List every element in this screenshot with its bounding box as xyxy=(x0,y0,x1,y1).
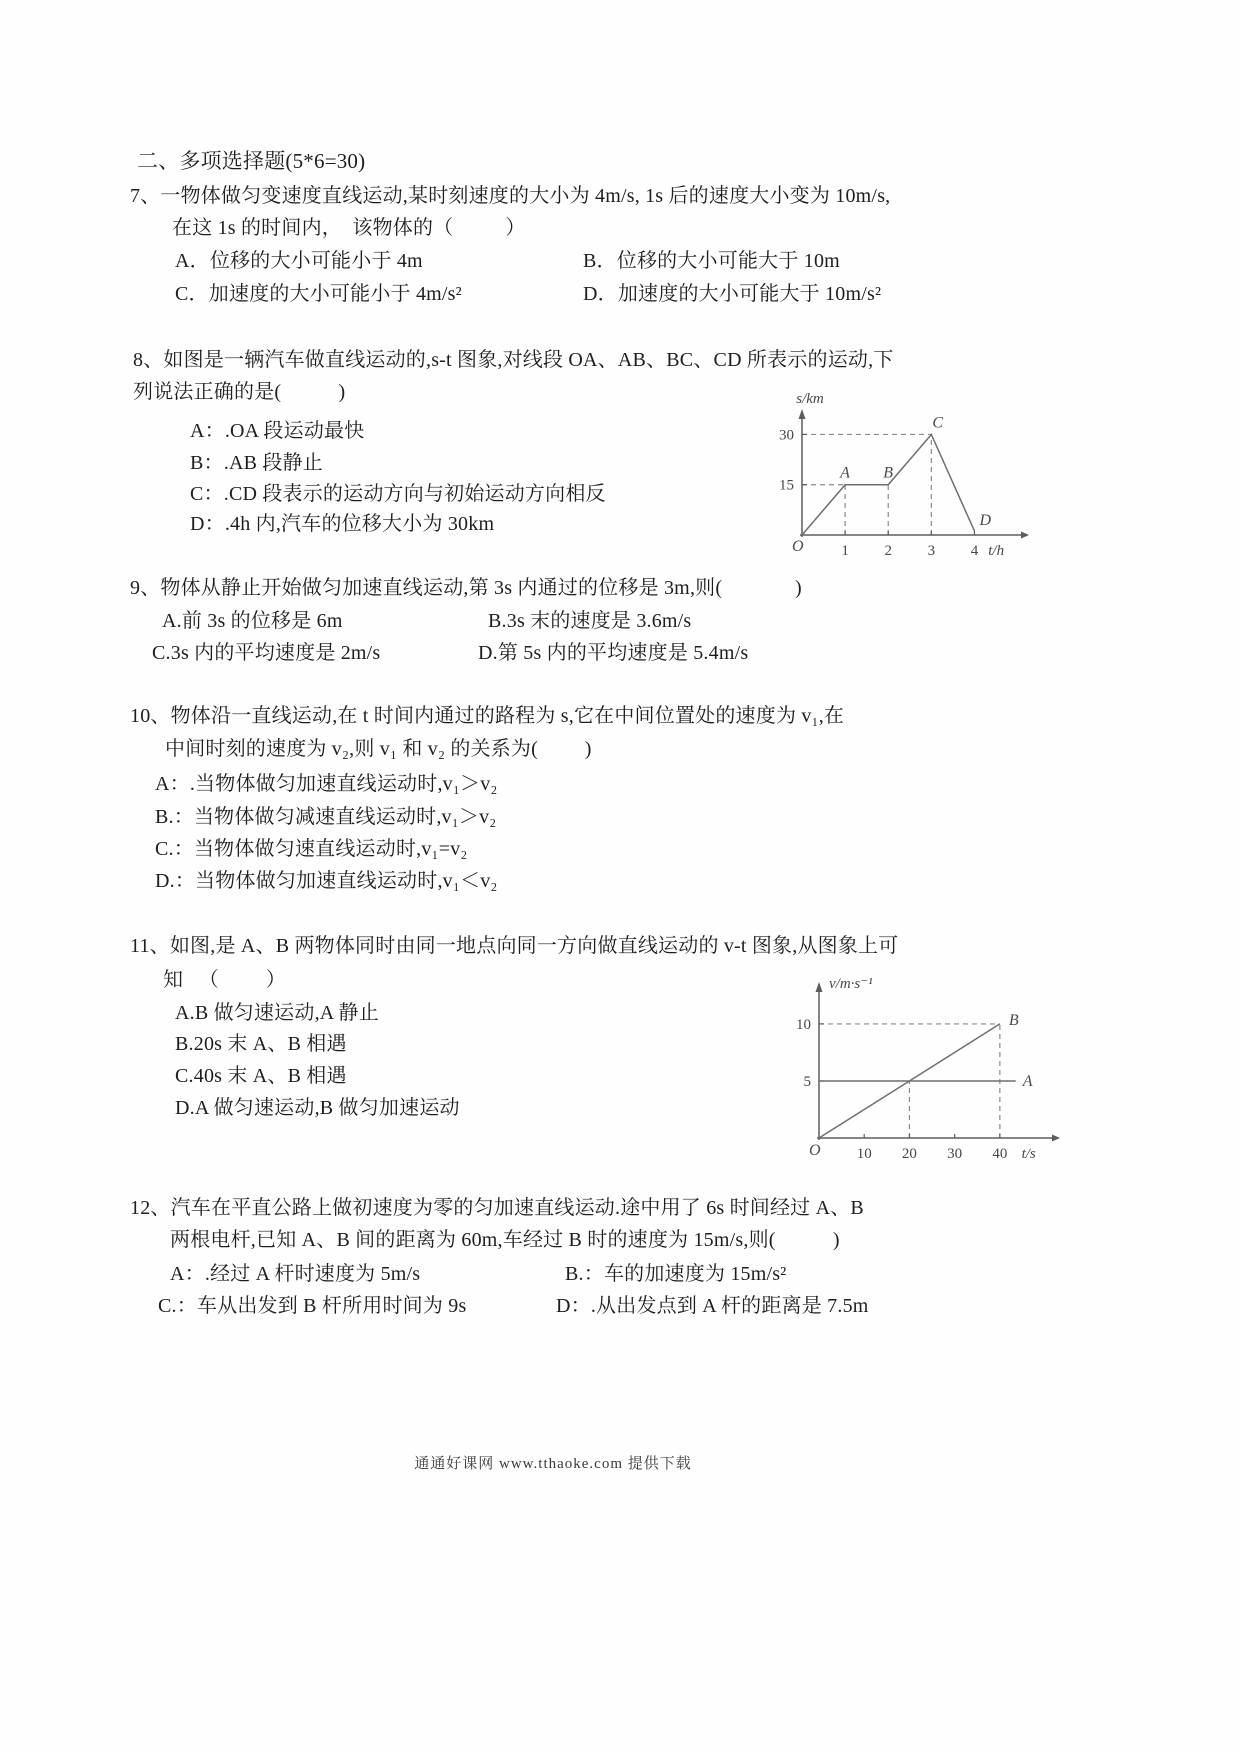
svg-text:10: 10 xyxy=(796,1016,811,1033)
question-8-option-c: C：.CD 段表示的运动方向与初始运动方向相反 xyxy=(190,483,606,505)
question-11-option-c: C.40s 末 A、B 相遇 xyxy=(175,1065,347,1087)
svg-text:A: A xyxy=(1022,1072,1033,1090)
question-8-stem-line-2: 列说法正确的是( ) xyxy=(133,381,346,403)
question-9-option-c: C.3s 内的平均速度是 2m/s xyxy=(152,642,381,664)
question-10-stem-line-2: 中间时刻的速度为 v₂,则 v₁ 和 v₂ 的关系为( ) xyxy=(165,738,592,760)
question-12-stem-line-1: 12、汽车在平直公路上做初速度为零的匀加速直线运动.途中用了 6s 时间经过 A、B xyxy=(130,1197,864,1219)
section-title: 二、多项选择题(5*6=30) xyxy=(137,149,366,173)
question-11-option-a: A.B 做匀速运动,A 静止 xyxy=(175,1002,379,1024)
question-7-option-c: C．加速度的大小可能小于 4m/s² xyxy=(175,283,462,305)
question-11-option-d: D.A 做匀速运动,B 做匀加速运动 xyxy=(175,1097,460,1119)
svg-text:30: 30 xyxy=(947,1146,963,1162)
question-10-option-a: A：.当物体做匀加速直线运动时,v₁＞v₂ xyxy=(155,773,498,795)
svg-text:s/km: s/km xyxy=(796,391,824,407)
question-8-option-a: A：.OA 段运动最快 xyxy=(190,420,365,442)
svg-text:t/s: t/s xyxy=(1021,1146,1036,1162)
question-12-option-d: D：.从出发点到 A 杆的距离是 7.5m xyxy=(556,1295,869,1317)
question-7-option-a: A．位移的大小可能小于 4m xyxy=(175,250,423,272)
svg-text:v/m·s⁻¹: v/m·s⁻¹ xyxy=(829,976,873,992)
question-7-stem-line-1: 7、一物体做匀变速度直线运动,某时刻速度的大小为 4m/s, 1s 后的速度大小变为 10m/s, xyxy=(130,185,891,207)
svg-text:20: 20 xyxy=(901,1146,917,1162)
question-9-option-b: B.3s 末的速度是 3.6m/s xyxy=(488,610,692,632)
question-12-option-a: A：.经过 A 杆时速度为 5m/s xyxy=(170,1263,421,1285)
svg-text:15: 15 xyxy=(779,477,794,494)
svg-text:10: 10 xyxy=(856,1146,872,1162)
svg-text:B: B xyxy=(1008,1011,1019,1029)
question-11-stem-line-2: 知 （ ） xyxy=(163,969,286,991)
question-8-stem-line-1: 8、如图是一辆汽车做直线运动的,s-t 图象,对线段 OA、AB、BC、CD 所表示的运动,下 xyxy=(133,349,894,371)
svg-text:O: O xyxy=(792,538,804,555)
question-8-option-d: D：.4h 内,汽车的位移大小为 30km xyxy=(190,513,495,535)
question-9-option-d: D.第 5s 内的平均速度是 5.4m/s xyxy=(478,642,749,664)
svg-text:D: D xyxy=(979,511,992,529)
svg-text:30: 30 xyxy=(779,427,794,444)
svg-text:C: C xyxy=(932,414,944,432)
svg-text:t/h: t/h xyxy=(988,543,1005,559)
question-11-stem-line-1: 11、如图,是 A、B 两物体同时由同一地点向同一方向做直线运动的 v-t 图象,从图象上可 xyxy=(130,935,899,957)
question-8-option-b: B：.AB 段静止 xyxy=(190,452,323,474)
question-11-option-b: B.20s 末 A、B 相遇 xyxy=(175,1033,347,1055)
q11-velocity-time-graph xyxy=(775,958,1075,1178)
svg-text:A: A xyxy=(840,464,850,482)
question-7-option-b: B．位移的大小可能大于 10m xyxy=(583,250,840,272)
question-7-option-d: D．加速度的大小可能大于 10m/s² xyxy=(583,283,882,305)
question-9-stem: 9、物体从静止开始做匀加速直线运动,第 3s 内通过的位移是 3m,则( ) xyxy=(130,577,802,599)
svg-text:O: O xyxy=(809,1142,821,1159)
question-12-stem-line-2: 两根电杆,已知 A、B 间的距离为 60m,车经过 B 时的速度为 15m/s,则( ) xyxy=(170,1229,840,1251)
question-12-option-c: C.：车从出发到 B 杆所用时间为 9s xyxy=(158,1295,467,1317)
svg-text:1: 1 xyxy=(841,543,849,559)
svg-text:2: 2 xyxy=(884,543,892,559)
q8-position-time-graph xyxy=(758,385,1036,563)
question-12-option-b: B.：车的加速度为 15m/s² xyxy=(565,1263,787,1285)
svg-text:40: 40 xyxy=(992,1146,1008,1162)
svg-text:4: 4 xyxy=(970,543,979,559)
footer-watermark: 通通好课网 www.tthaoke.com 提供下载 xyxy=(414,1456,692,1472)
question-7-stem-line-2: 在这 1s 的时间内， 该物体的（ ） xyxy=(172,217,526,239)
question-10-option-c: C.：当物体做匀速直线运动时,v₁=v₂ xyxy=(155,838,468,860)
question-10-stem-line-1: 10、物体沿一直线运动,在 t 时间内通过的路程为 s,它在中间位置处的速度为 v₁,在 xyxy=(130,705,845,727)
question-10-option-d: D.：当物体做匀加速直线运动时,v₁＜v₂ xyxy=(155,870,498,892)
svg-text:3: 3 xyxy=(927,543,936,559)
svg-text:5: 5 xyxy=(803,1073,811,1090)
question-10-option-b: B.：当物体做匀减速直线运动时,v₁＞v₂ xyxy=(155,806,497,828)
svg-text:B: B xyxy=(883,464,894,482)
question-9-option-a: A.前 3s 的位移是 6m xyxy=(162,610,343,632)
